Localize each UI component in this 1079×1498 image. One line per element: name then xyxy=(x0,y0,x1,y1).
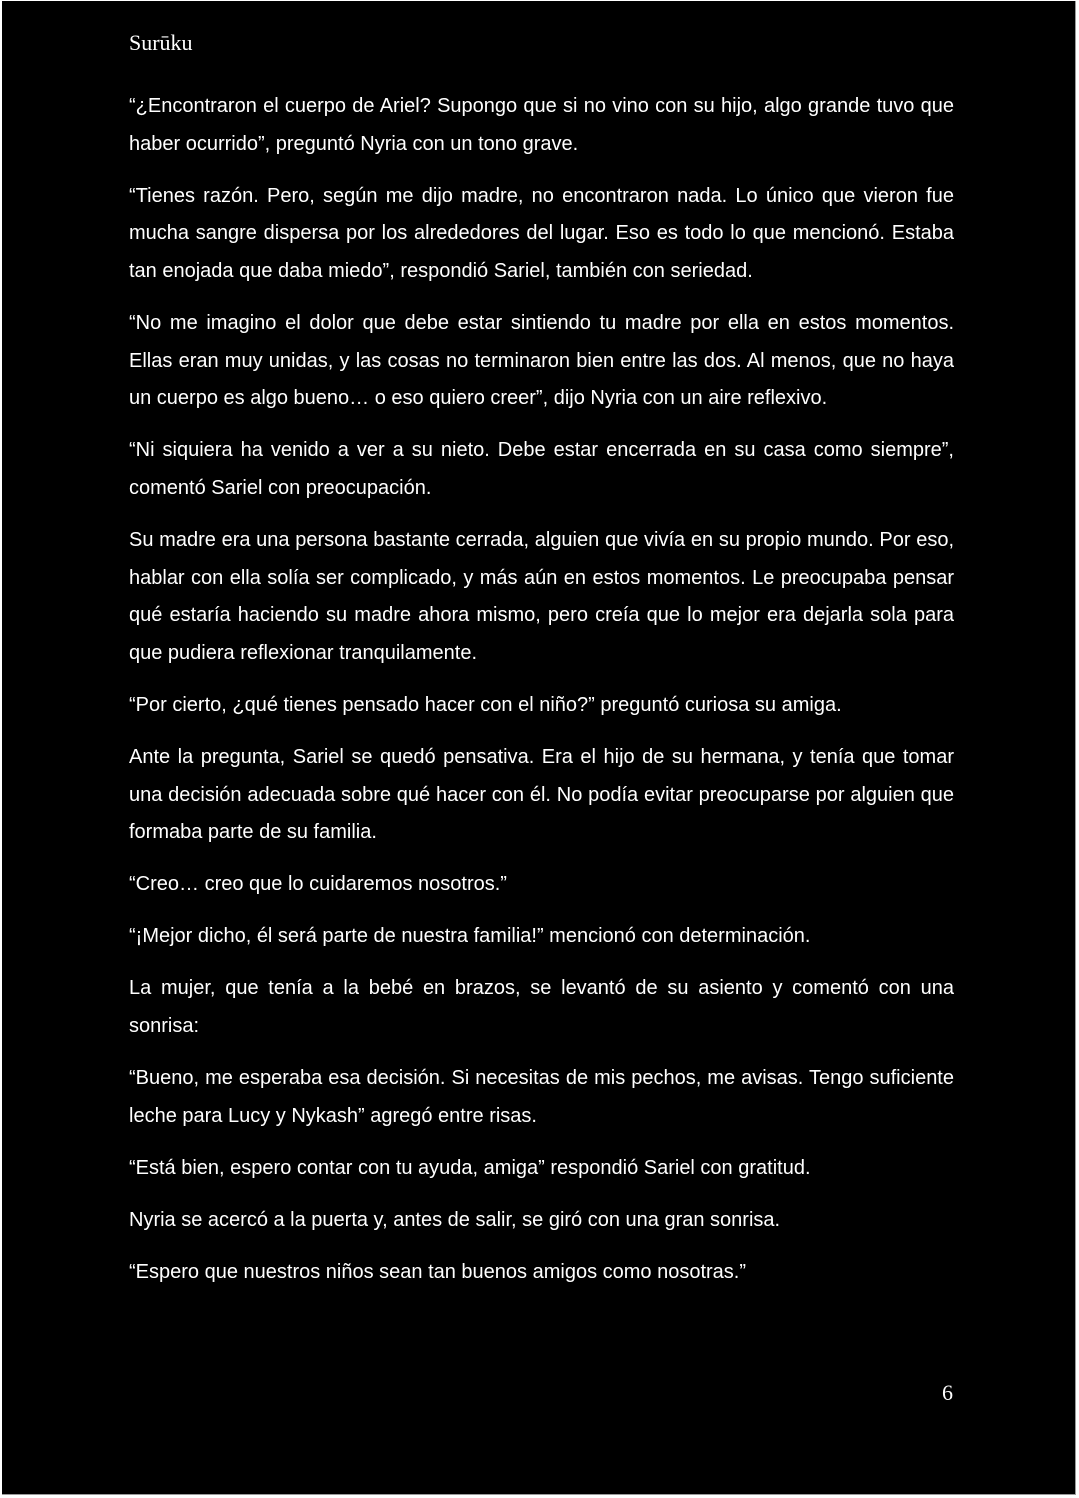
body-text xyxy=(129,88,954,1306)
paragraph: “No me imagino el dolor que debe estar sintiendo tu madre por ella en estos momentos. Ellas eran muy unidas, y las cosas no terminaron bien entre las dos. Al menos, que no haya un cuerpo es algo bueno… o eso quiero creer”, dijo Nyria con un aire reflexivo. xyxy=(129,311,954,410)
paragraph: “Por cierto, ¿qué tienes pensado hacer con el niño?” preguntó curiosa su amiga. xyxy=(129,693,842,716)
paragraph: Ante la pregunta, Sariel se quedó pensativa. Era el hijo de su hermana, y tenía que tomar una decisión adecuada sobre qué hacer con él. No podía evitar preocuparse por alguien que formaba parte de su familia. xyxy=(129,745,954,844)
document-page xyxy=(2,1,1076,1495)
paragraph: “Creo… creo que lo cuidaremos nosotros.” xyxy=(129,873,507,896)
paragraph: “Ni siquiera ha venido a ver a su nieto. Debe estar encerrada en su casa como siempre”, comentó Sariel con preocupación. xyxy=(129,439,954,499)
paragraph: “¡Mejor dicho, él será parte de nuestra familia!” mencionó con determinación. xyxy=(129,925,811,948)
paragraph: “Bueno, me esperaba esa decisión. Si necesitas de mis pechos, me avisas. Tengo suficiente leche para Lucy y Nykash” agregó entre risas. xyxy=(129,1067,954,1127)
paragraph: Su madre era una persona bastante cerrada, alguien que vivía en su propio mundo. Por eso, hablar con ella solía ser complicado, y más aún en estos momentos. Le preocupaba pensar qué estaría haciendo su madre ahora mismo, pero creía que lo mejor era dejarla sola para que pudiera reflexionar tranquilamente. xyxy=(129,528,954,664)
paragraph: “Tienes razón. Pero, según me dijo madre, no encontraron nada. Lo único que vieron fue mucha sangre dispersa por los alrededores del lugar. Eso es todo lo que mencionó. Estaba tan enojada que daba miedo”, respondió Sariel, también con seriedad. xyxy=(129,184,954,282)
paragraph: “¿Encontraron el cuerpo de Ariel? Supongo que si no vino con su hijo, algo grande tuvo que haber ocurrido”, preguntó Nyria con un tono grave. xyxy=(129,95,954,155)
running-header: Surūku xyxy=(129,30,193,55)
paragraph: “Está bien, espero contar con tu ayuda, amiga” respondió Sariel con gratitud. xyxy=(129,1156,811,1179)
page-number: 6 xyxy=(942,1380,953,1405)
paragraph: La mujer, que tenía a la bebé en brazos, se levantó de su asiento y comentó con una sonrisa: xyxy=(129,977,954,1037)
paragraph: Nyria se acercó a la puerta y, antes de salir, se giró con una gran sonrisa. xyxy=(129,1208,781,1231)
paragraph: “Espero que nuestros niños sean tan buenos amigos como nosotras.” xyxy=(129,1260,747,1283)
